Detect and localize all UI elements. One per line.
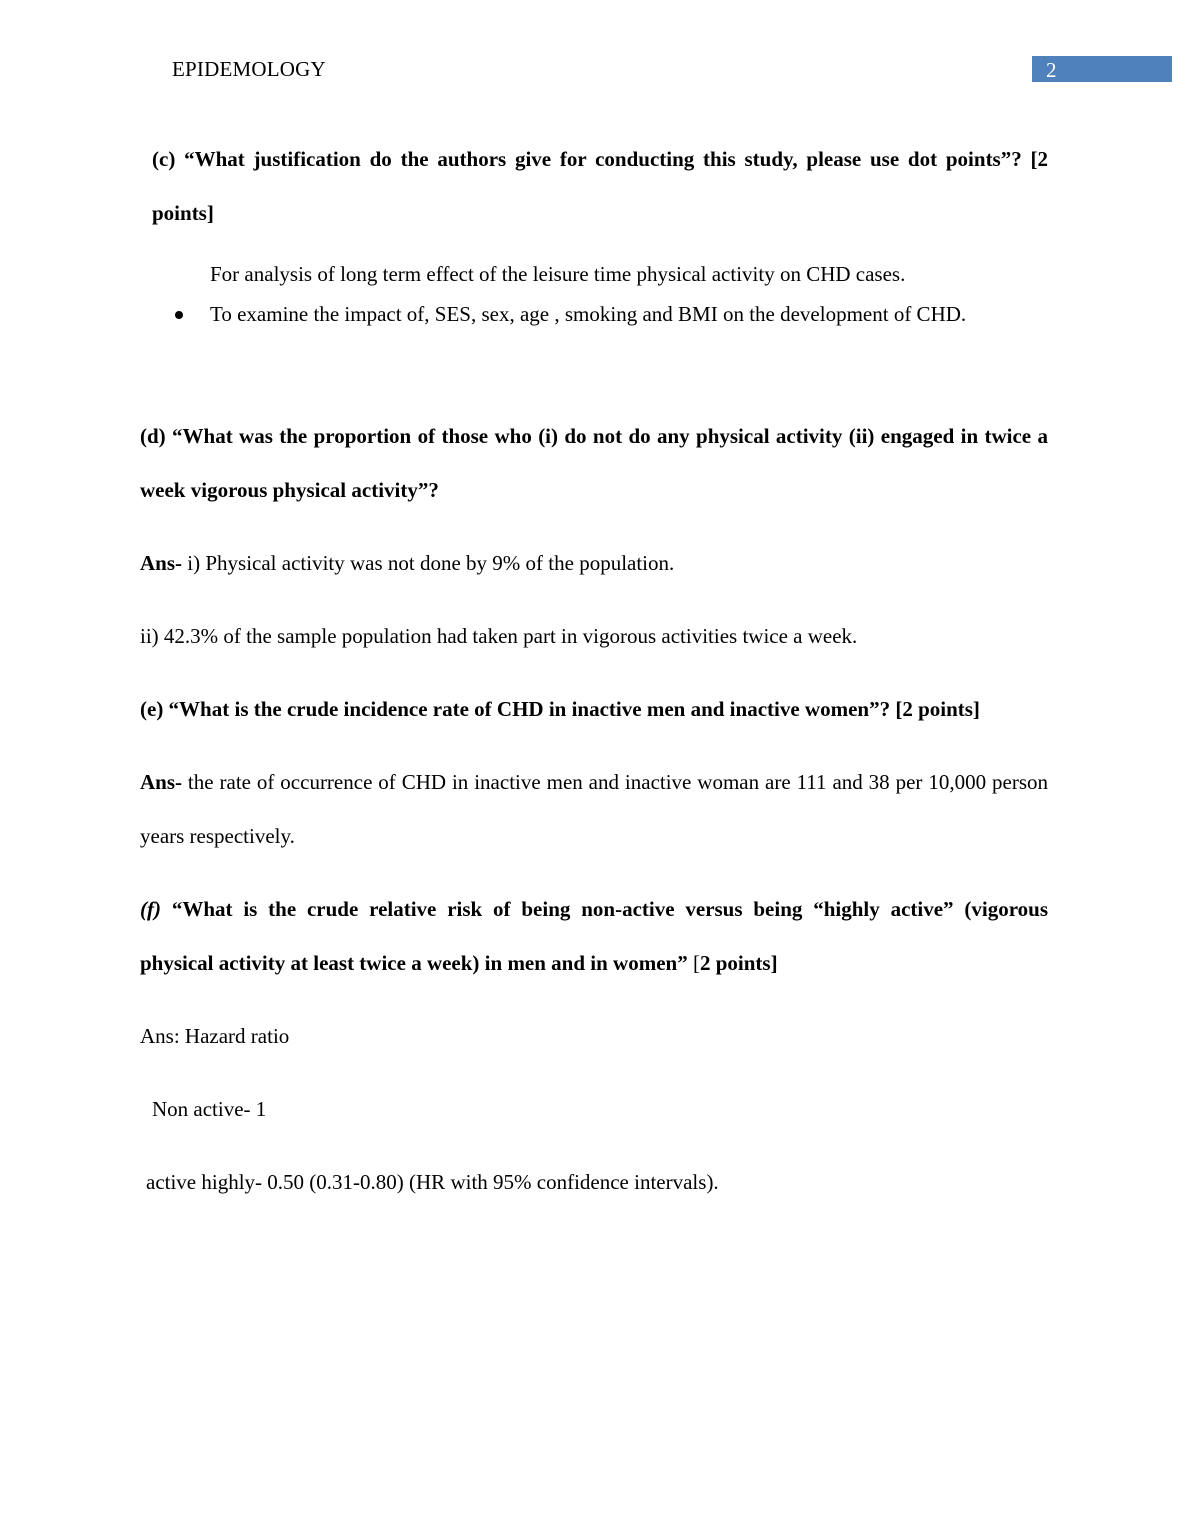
answer-d-i [140,536,1048,590]
question-f [140,882,1048,990]
bullet-dot-icon [175,311,183,319]
header-title: EPIDEMOLOGY [172,57,326,81]
list-item [140,294,1048,334]
list-item-text: To examine the impact of, SES, sex, age , smoking and BMI on the development of CHD. [210,302,967,326]
answer-f-non-active [140,1082,1048,1136]
page-number: 2 [1046,58,1057,82]
answer-label: Ans- [140,770,183,794]
question-f-points: 2 points] [699,951,778,975]
answer-e-text: the rate of occurrence of CHD in inactive men and inactive woman are 111 and 38 per 10,000 person years respectively. [140,770,1048,848]
question-c [140,132,1048,240]
answer-f-heading [140,1009,1048,1063]
list-item [140,254,1048,294]
document-body [140,132,1048,1209]
active-highly-text: active highly- 0.50 (0.31-0.80) (HR with 95% confidence intervals). [146,1170,719,1194]
question-f-label: (f) [140,897,161,921]
answer-f-heading-text: Ans: Hazard ratio [140,1024,290,1048]
question-c-text: (c) “What justification do the authors give for conducting this study, please use dot points”? [2 points] [152,147,1048,225]
question-f-bracket: [ [692,951,700,975]
answer-d-i-text: i) Physical activity was not done by 9% of the population. [182,551,675,575]
answer-d-ii [140,609,1048,663]
question-d [140,409,1048,517]
answer-d-ii-text: ii) 42.3% of the sample population had taken part in vigorous activities twice a week. [140,624,858,648]
answer-f-active-highly [140,1155,1048,1209]
answer-e [140,755,1048,863]
question-e-text: (e) “What is the crude incidence rate of CHD in inactive men and inactive women”? [2 points] [140,697,980,721]
justification-list [140,254,1048,334]
question-e [140,682,1048,736]
question-f-text: “What is the crude relative risk of being non-active versus being “highly active” (vigorous physical activity at least twice a week) in men and in women” [140,897,1048,975]
non-active-text: Non active- 1 [152,1097,267,1121]
question-d-text: (d) “What was the proportion of those who (i) do not do any physical activity (ii) engaged in twice a week vigorous physical activity”? [140,424,1048,502]
page-number-badge [1032,56,1172,82]
list-item-text: For analysis of long term effect of the leisure time physical activity on CHD cases. [210,262,906,286]
answer-label: Ans- [140,551,183,575]
